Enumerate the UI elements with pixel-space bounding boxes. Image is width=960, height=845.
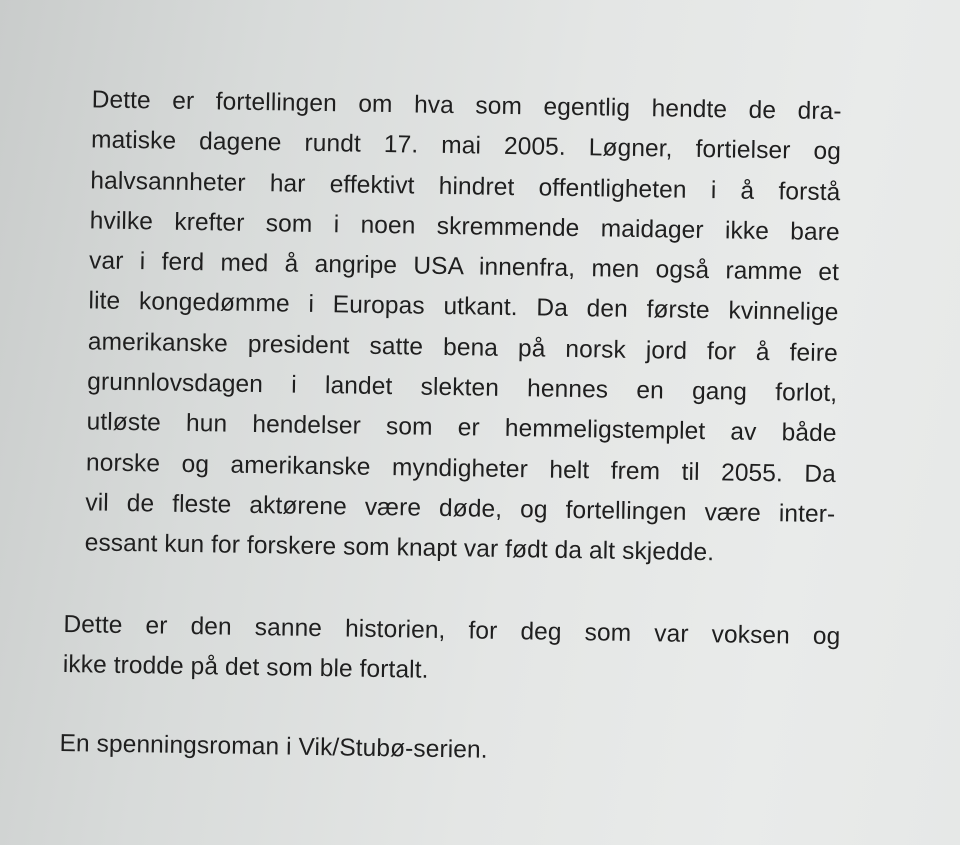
text-line: halvsannheter har effektivt hindret offentligheten i å forstå — [90, 166, 841, 206]
text-line: Dette er den sanne historien, for deg som var voksen og — [63, 610, 841, 650]
text-line: utløste hun hendelser som er hemmeligstemplet av både — [86, 408, 837, 448]
text-line: var i ferd med å angripe USA innenfra, men også ramme et — [88, 247, 840, 287]
blurb-text — [55, 80, 866, 777]
text-line: Dette er fortellingen om hva som egentlig hendte de dra- — [91, 86, 842, 126]
text-line: lite kongedømme i Europas utkant. Da den første kvinnelige — [88, 287, 839, 327]
text-line: grunnlovsdagen i landet slekten hennes en gang forlot, — [87, 368, 838, 408]
text-line: vil de fleste aktørene være døde, og fortellingen være inter- — [85, 489, 836, 529]
text-line: amerikanske president satte bena på norsk jord for å feire — [87, 328, 839, 367]
text-line: essant kun for forskere som knapt var født da alt skjedde. — [84, 529, 715, 567]
paragraph-series-note — [59, 724, 856, 777]
text-line: ikke trodde på det som ble fortalt. — [62, 650, 429, 684]
text-line: matiske dagene rundt 17. mai 2005. Løgner, fortielser og — [90, 126, 842, 166]
paragraph-synopsis — [84, 80, 866, 576]
text-line: norske og amerikanske myndigheter helt frem til 2055. Da — [85, 449, 837, 488]
text-line: hvilke krefter som i noen skremmende maidager ikke bare — [89, 207, 840, 247]
text-line: En spenningsroman i Vik/Stubø-serien. — [59, 730, 488, 764]
paragraph-true-story — [62, 605, 857, 698]
